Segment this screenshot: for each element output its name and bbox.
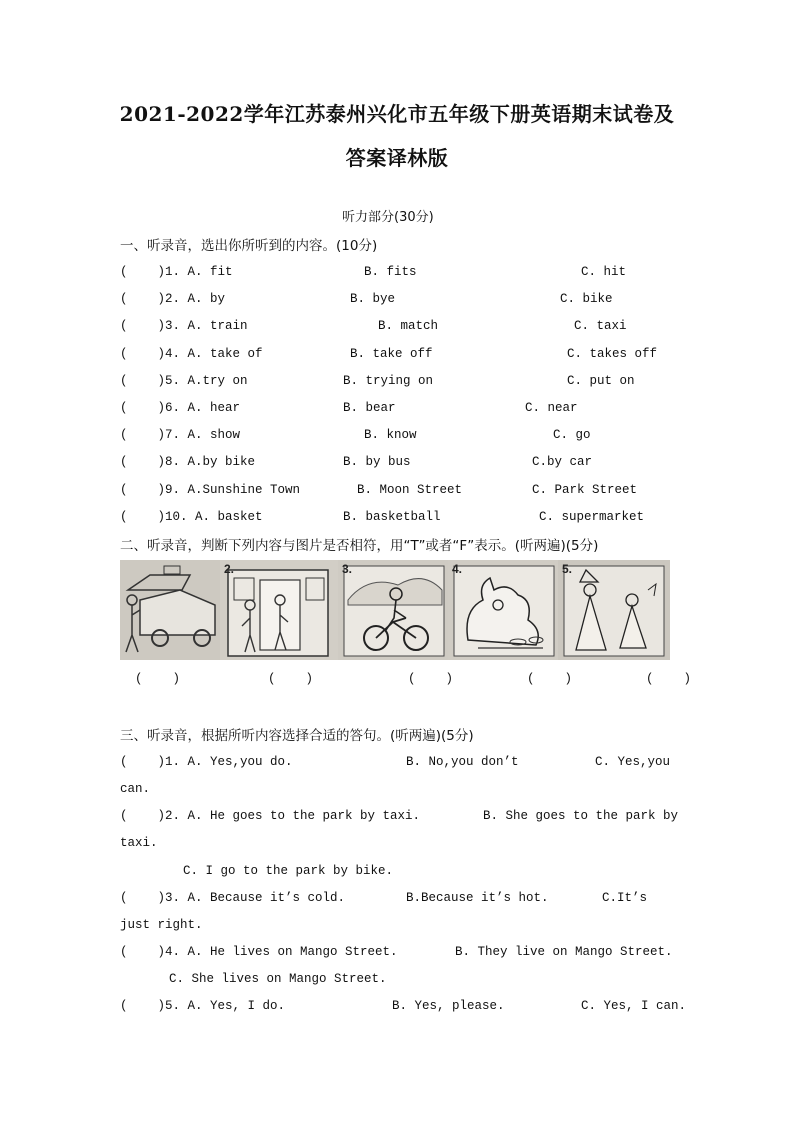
s1-q6-a: ( )6. A. hear <box>120 401 241 415</box>
s1-q2-a: ( )2. A. by <box>120 292 226 306</box>
picture-number-3: 3. <box>342 562 353 576</box>
s1-q2-b: B. bye <box>350 292 396 306</box>
picture-3-bike <box>338 560 448 660</box>
s3-q4-a: ( )4. A. He lives on Mango Street. <box>120 945 398 959</box>
s3-q5-a: ( )5. A. Yes, I do. <box>120 999 286 1013</box>
s3-q1-c-cont: can. <box>120 782 151 796</box>
s3-q4-c: C. She lives on Mango Street. <box>169 972 387 986</box>
s1-q9-b: B. Moon Street <box>357 483 463 497</box>
s1-q4-a: ( )4. A. take of <box>120 347 263 361</box>
picture-number-4: 4. <box>452 562 463 576</box>
s1-q4-c: C. takes off <box>567 347 658 361</box>
s3-q1-b: B. No,you don’t <box>406 755 519 769</box>
s3-q2-b: B. She goes to the park by <box>483 809 679 823</box>
picture-1-car <box>120 560 220 660</box>
picture-5-girls <box>558 560 670 660</box>
picture-4-dragon <box>448 560 558 660</box>
s1-q8-b: B. by bus <box>343 455 411 469</box>
s1-q2-c: C. bike <box>560 292 613 306</box>
s3-q5-c: C. Yes, I can. <box>581 999 687 1013</box>
s1-q10-b: B. basketball <box>343 510 441 524</box>
s1-q6-b: B. bear <box>343 401 396 415</box>
s3-q3-c-cont: just right. <box>120 918 203 932</box>
s1-q7-a: ( )7. A. show <box>120 428 241 442</box>
s1-q10-c: C. supermarket <box>539 510 645 524</box>
s3-q2-c: C. I go to the park by bike. <box>183 864 394 878</box>
s3-q1-a: ( )1. A. Yes,you do. <box>120 755 293 769</box>
s2-answer-blank-2[interactable]: ( ) <box>268 672 314 686</box>
s3-q3-a: ( )3. A. Because it’s cold. <box>120 891 346 905</box>
s3-q4-b: B. They live on Mango Street. <box>455 945 673 959</box>
doc-title-line2: 答案译林版 <box>345 146 449 170</box>
s1-q5-b: B. trying on <box>343 374 434 388</box>
s1-q4-b: B. take off <box>350 347 433 361</box>
s3-q3-c: C.It’s <box>602 891 648 905</box>
section1-heading: 一、听录音，选出你所听到的内容。(10分) <box>120 238 378 254</box>
s3-q5-b: B. Yes, please. <box>392 999 505 1013</box>
s1-q9-c: C. Park Street <box>532 483 638 497</box>
s1-q3-c: C. taxi <box>574 319 627 333</box>
picture-number-5: 5. <box>562 562 573 576</box>
s3-q2-b-cont: taxi. <box>120 836 158 850</box>
s1-q10-a: ( )10. A. basket <box>120 510 263 524</box>
s1-q1-a: ( )1. A. fit <box>120 265 233 279</box>
doc-title-line1: 2021-2022学年江苏泰州兴化市五年级下册英语期末试卷及 <box>119 102 675 126</box>
section2-heading: 二、听录音，判断下列内容与图片是否相符，用“T”或者“F”表示。(听两遍)(5分) <box>120 538 599 554</box>
s2-answer-blank-3[interactable]: ( ) <box>408 672 454 686</box>
s2-answer-blank-4[interactable]: ( ) <box>527 672 573 686</box>
s1-q8-c: C.by car <box>532 455 593 469</box>
s2-answer-blank-5[interactable]: ( ) <box>646 672 692 686</box>
s1-q1-b: B. fits <box>364 265 417 279</box>
picture-2-train <box>220 560 338 660</box>
s1-q3-b: B. match <box>378 319 439 333</box>
section3-heading: 三、听录音，根据所听内容选择合适的答句。(听两遍)(5分) <box>120 728 474 744</box>
s1-q9-a: ( )9. A.Sunshine Town <box>120 483 301 497</box>
s3-q1-c: C. Yes,you <box>595 755 671 769</box>
picture-number-2: 2. <box>224 562 235 576</box>
s1-q3-a: ( )3. A. train <box>120 319 248 333</box>
s3-q2-a: ( )2. A. He goes to the park by taxi. <box>120 809 421 823</box>
s1-q5-a: ( )5. A.try on <box>120 374 248 388</box>
s3-q3-b: B.Because it’s hot. <box>406 891 549 905</box>
s2-answer-blank-1[interactable]: ( ) <box>135 672 181 686</box>
s1-q8-a: ( )8. A.by bike <box>120 455 256 469</box>
s1-q7-b: B. know <box>364 428 417 442</box>
listening-header: 听力部分(30分) <box>342 210 434 225</box>
s1-q1-c: C. hit <box>581 265 627 279</box>
picture-strip <box>120 560 670 660</box>
s1-q7-c: C. go <box>553 428 591 442</box>
s1-q5-c: C. put on <box>567 374 635 388</box>
s1-q6-c: C. near <box>525 401 578 415</box>
